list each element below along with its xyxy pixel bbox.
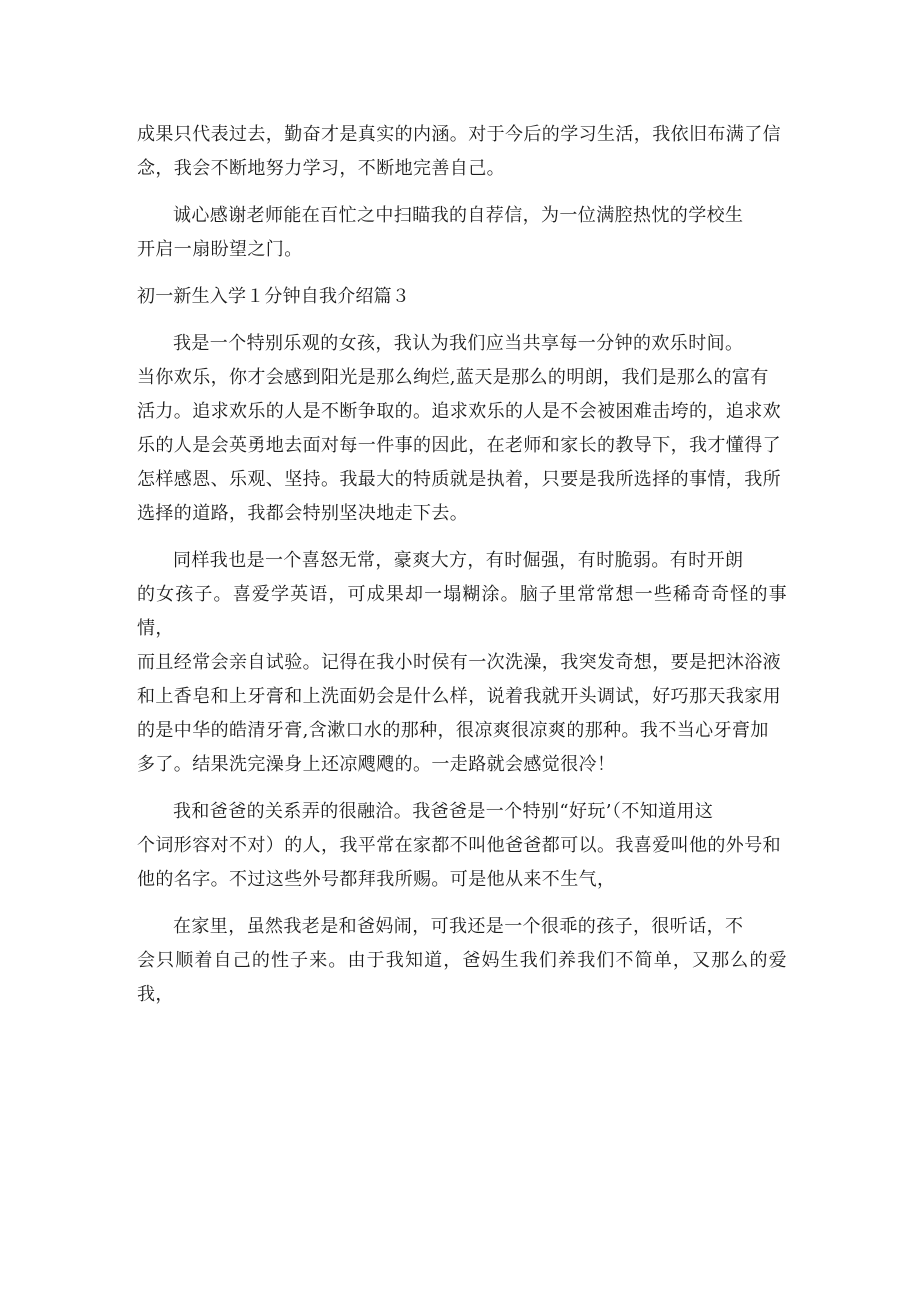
text-line: 他的名字。不过这些外号都拜我所赐。可是他从来不生气， xyxy=(137,869,616,890)
text-line: 当你欢乐，你才会感到阳光是那么绚烂,蓝天是那么的明朗，我们是那么的富有 xyxy=(137,367,769,388)
paragraph-closing-1 xyxy=(137,118,787,186)
text-line: 同样我也是一个喜怒无常，豪爽大方，有时倔强，有时脆弱。有时开朗 xyxy=(173,550,744,571)
text-line: 活力。追求欢乐的人是不断争取的。追求欢乐的人是不会被困难击垮的，追求欢 xyxy=(137,401,781,422)
paragraph-body-4 xyxy=(137,910,787,1012)
text-line: 在家里，虽然我老是和爸妈闹，可我还是一个很乖的孩子，很听话，不 xyxy=(173,916,744,937)
section-title: 初一新生入学１分钟自我介绍篇３ xyxy=(137,286,410,307)
text-line: 的是中华的皓清牙膏,含漱口水的那种，很凉爽很凉爽的那种。我不当心牙膏加 xyxy=(137,720,769,741)
paragraph-body-2 xyxy=(137,544,787,782)
paragraph-closing-2 xyxy=(137,199,787,267)
text-line: 和上香皂和上牙膏和上洗面奶会是什么样，说着我就开头调试，好巧那天我家用 xyxy=(137,686,781,707)
text-line: 的女孩子。喜爱学英语，可成果却一塌糊涂。脑子里常常想一些稀奇奇怪的事情， xyxy=(137,584,787,639)
paragraph-body-3 xyxy=(137,795,787,897)
text-line: 念，我会不断地努力学习，不断地完善自己。 xyxy=(137,158,505,179)
text-line: 诚心感谢老师能在百忙之中扫瞄我的自荐信，为一位满腔热忱的学校生 xyxy=(173,205,744,226)
paragraph-body-1 xyxy=(137,327,787,531)
document-page xyxy=(137,118,787,1012)
text-line: 怎样感恩、乐观、坚持。我最大的特质就是执着，只要是我所选择的事情，我所 xyxy=(137,469,781,490)
text-line: 多了。结果洗完澡身上还凉飕飕的。一走路就会感觉很冷！ xyxy=(137,754,616,775)
text-line: 我和爸爸的关系弄的很融洽。我爸爸是一个特别“好玩’（不知道用这 xyxy=(173,801,714,822)
text-line: 会只顺着自己的性子来。由于我知道，爸妈生我们养我们不简单，又那么的爱我， xyxy=(137,950,787,1005)
text-line: 乐的人是会英勇地去面对每一件事的因此，在老师和家长的教导下，我才懂得了 xyxy=(137,435,781,456)
text-line: 而且经常会亲自试验。记得在我小时侯有一次洗澡，我突发奇想，要是把沐浴液 xyxy=(137,652,781,673)
text-line: 选择的道路，我都会特别坚决地走下去。 xyxy=(137,503,469,524)
text-line: 成果只代表过去，勤奋才是真实的内涵。对于今后的学习生活，我依旧布满了信 xyxy=(137,124,781,145)
text-line: 开启一扇盼望之门。 xyxy=(137,239,303,260)
text-line: 我是一个特别乐观的女孩，我认为我们应当共享每一分钟的欢乐时间。 xyxy=(173,333,744,354)
text-line: 个词形容对不对）的人，我平常在家都不叫他爸爸都可以。我喜爱叫他的外号和 xyxy=(137,835,781,856)
